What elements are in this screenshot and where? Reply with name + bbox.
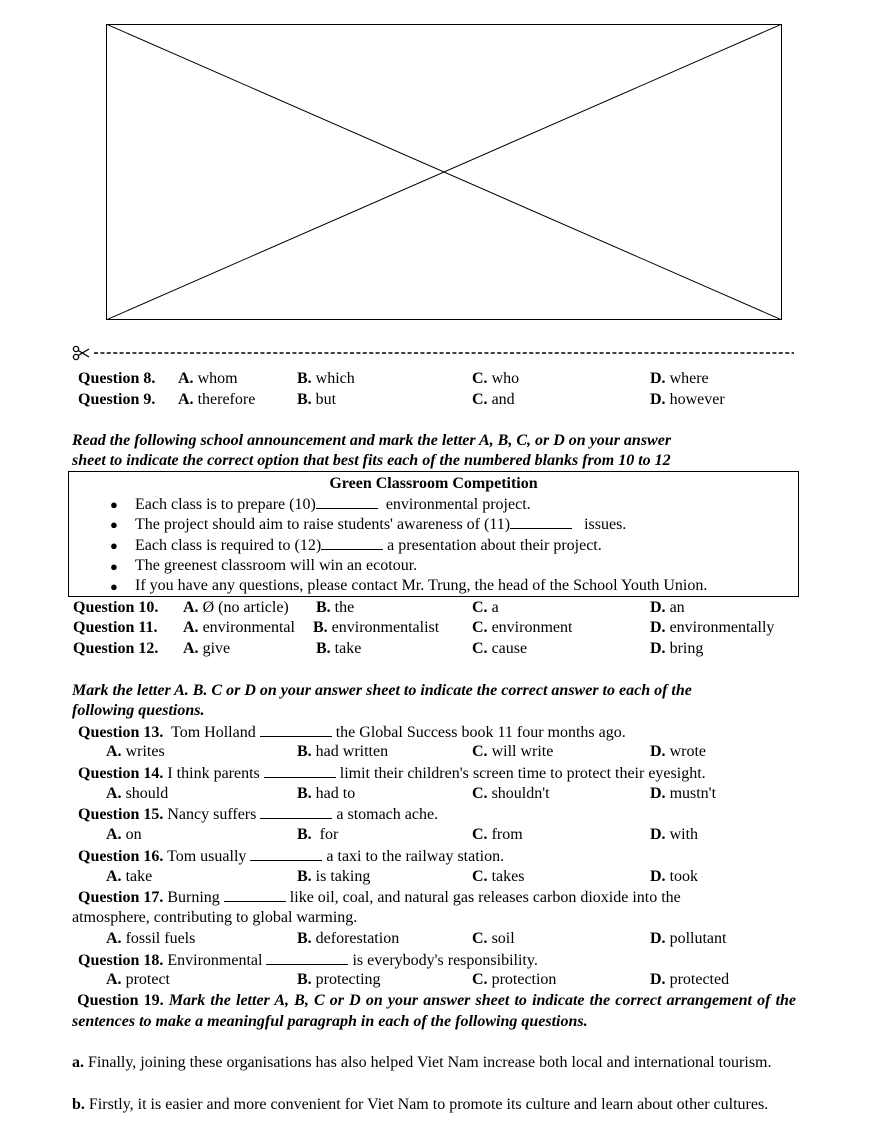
announcement-item: Each class is required to (12) a presentation about their project. — [135, 537, 602, 554]
option-a[interactable]: A. take — [106, 868, 153, 885]
blank-11[interactable] — [510, 514, 572, 529]
option-a[interactable]: A. fossil fuels — [106, 930, 196, 947]
option-c[interactable]: C. protection — [472, 971, 557, 988]
image-placeholder — [106, 24, 782, 320]
option-d[interactable]: D. environmentally — [650, 619, 775, 636]
question-8-row — [78, 369, 155, 390]
announcement-item: If you have any questions, please contact Mr. Trung, the head of the School Youth Union. — [135, 577, 708, 594]
section-instruction: sheet to indicate the correct option that best fits each of the numbered blanks from 10 to 12 — [72, 452, 671, 469]
section-instruction: Read the following school announcement and mark the letter A, B, C, or D on your answer — [72, 432, 672, 449]
option-a[interactable]: A. give — [183, 640, 231, 657]
option-c[interactable]: C. environment — [472, 619, 573, 636]
option-d[interactable]: D. however — [650, 391, 725, 408]
option-b[interactable]: B. take — [316, 640, 362, 657]
question-19-instruction: Question 19. Mark the letter A, B, C or D on your answer sheet to indicate the correct arrangement of the sentences to make a meaningful paragraph in each of the following questions. — [72, 992, 797, 1030]
option-b[interactable]: B. had to — [297, 785, 356, 802]
announcement-title: Green Classroom Competition — [329, 475, 538, 492]
question-label: Question 10. — [73, 599, 159, 616]
question-label: Question 11. — [73, 619, 158, 636]
answer-blank[interactable] — [266, 950, 348, 965]
section-instruction: following questions. — [72, 702, 205, 719]
answer-blank[interactable] — [260, 722, 332, 737]
bullet-icon: ● — [110, 538, 118, 553]
question-15-stem: Question 15. Nancy suffers a stomach ache. — [78, 806, 439, 823]
answer-blank[interactable] — [224, 887, 286, 902]
bullet-icon: ● — [110, 497, 118, 512]
question-16-stem: Question 16. Tom usually a taxi to the railway station. — [78, 848, 505, 865]
option-a[interactable]: A. should — [106, 785, 169, 802]
option-a[interactable]: A. therefore — [178, 391, 256, 408]
cut-line — [72, 343, 796, 363]
question-17-stem: Question 17. Burning like oil, coal, and natural gas releases carbon dioxide into the — [78, 889, 681, 906]
question-label: Question 9. — [78, 391, 156, 408]
option-c[interactable]: C. and — [472, 391, 515, 408]
option-a[interactable]: A. protect — [106, 971, 170, 988]
option-b[interactable]: B. for — [297, 826, 339, 843]
option-b[interactable]: B. had written — [297, 743, 389, 760]
sentence-b: b. Firstly, it is easier and more convenient for Viet Nam to promote its culture and learn about other cultures. — [72, 1096, 769, 1113]
option-a[interactable]: A. Ø (no article) — [183, 599, 289, 616]
option-c[interactable]: C. a — [472, 599, 499, 616]
announcement-item: The project should aim to raise students' awareness of (11) issues. — [135, 516, 627, 533]
blank-10[interactable] — [316, 494, 378, 509]
scissors-icon — [73, 346, 89, 359]
option-d[interactable]: D. mustn't — [650, 785, 717, 802]
question-17-stem-line2: atmosphere, contributing to global warming. — [72, 909, 358, 926]
bullet-icon: ● — [110, 579, 118, 594]
question-14-stem: Question 14. I think parents limit their children's screen time to protect their eyesight. — [78, 765, 706, 782]
option-c[interactable]: C. soil — [472, 930, 515, 947]
answer-blank[interactable] — [264, 763, 336, 778]
option-c[interactable]: C. who — [472, 370, 520, 387]
sentence-a: a. Finally, joining these organisations has also helped Viet Nam increase both local and international tourism. — [72, 1054, 772, 1071]
option-c[interactable]: C. from — [472, 826, 523, 843]
option-d[interactable]: D. protected — [650, 971, 730, 988]
answer-blank[interactable] — [250, 846, 322, 861]
option-c[interactable]: C. cause — [472, 640, 528, 657]
option-b[interactable]: B. but — [297, 391, 337, 408]
announcement-item: Each class is to prepare (10) environmental project. — [135, 496, 531, 513]
option-a[interactable]: A. on — [106, 826, 142, 843]
option-b[interactable]: B. environmentalist — [313, 619, 440, 636]
announcement-item: The greenest classroom will win an ecotour. — [135, 557, 418, 574]
section-instruction: Mark the letter A. B. C or D on your answer sheet to indicate the correct answer to each of the — [72, 682, 692, 699]
option-d[interactable]: D. pollutant — [650, 930, 727, 947]
question-label: Question 8. — [78, 370, 156, 387]
question-18-stem: Question 18. Environmental is everybody's responsibility. — [78, 952, 538, 969]
option-d[interactable]: D. where — [650, 370, 709, 387]
question-label: Question 12. — [73, 640, 159, 657]
option-d[interactable]: D. wrote — [650, 743, 706, 760]
question-9-row — [78, 390, 155, 411]
option-b[interactable]: B. deforestation — [297, 930, 400, 947]
option-a[interactable]: A. writes — [106, 743, 165, 760]
option-b[interactable]: B. which — [297, 370, 355, 387]
bullet-icon: ● — [110, 559, 118, 574]
option-b[interactable]: B. is taking — [297, 868, 371, 885]
option-a[interactable]: A. whom — [178, 370, 238, 387]
question-13-stem: Question 13. Tom Holland the Global Success book 11 four months ago. — [78, 724, 626, 741]
option-d[interactable]: D. bring — [650, 640, 704, 657]
option-d[interactable]: D. with — [650, 826, 699, 843]
option-b[interactable]: B. the — [316, 599, 355, 616]
option-c[interactable]: C. takes — [472, 868, 525, 885]
option-b[interactable]: B. protecting — [297, 971, 381, 988]
option-a[interactable]: A. environmental — [183, 619, 295, 636]
answer-blank[interactable] — [260, 804, 332, 819]
bullet-icon: ● — [110, 517, 118, 532]
option-d[interactable]: D. took — [650, 868, 699, 885]
option-c[interactable]: C. shouldn't — [472, 785, 550, 802]
option-d[interactable]: D. an — [650, 599, 685, 616]
blank-12[interactable] — [321, 535, 383, 550]
option-c[interactable]: C. will write — [472, 743, 554, 760]
